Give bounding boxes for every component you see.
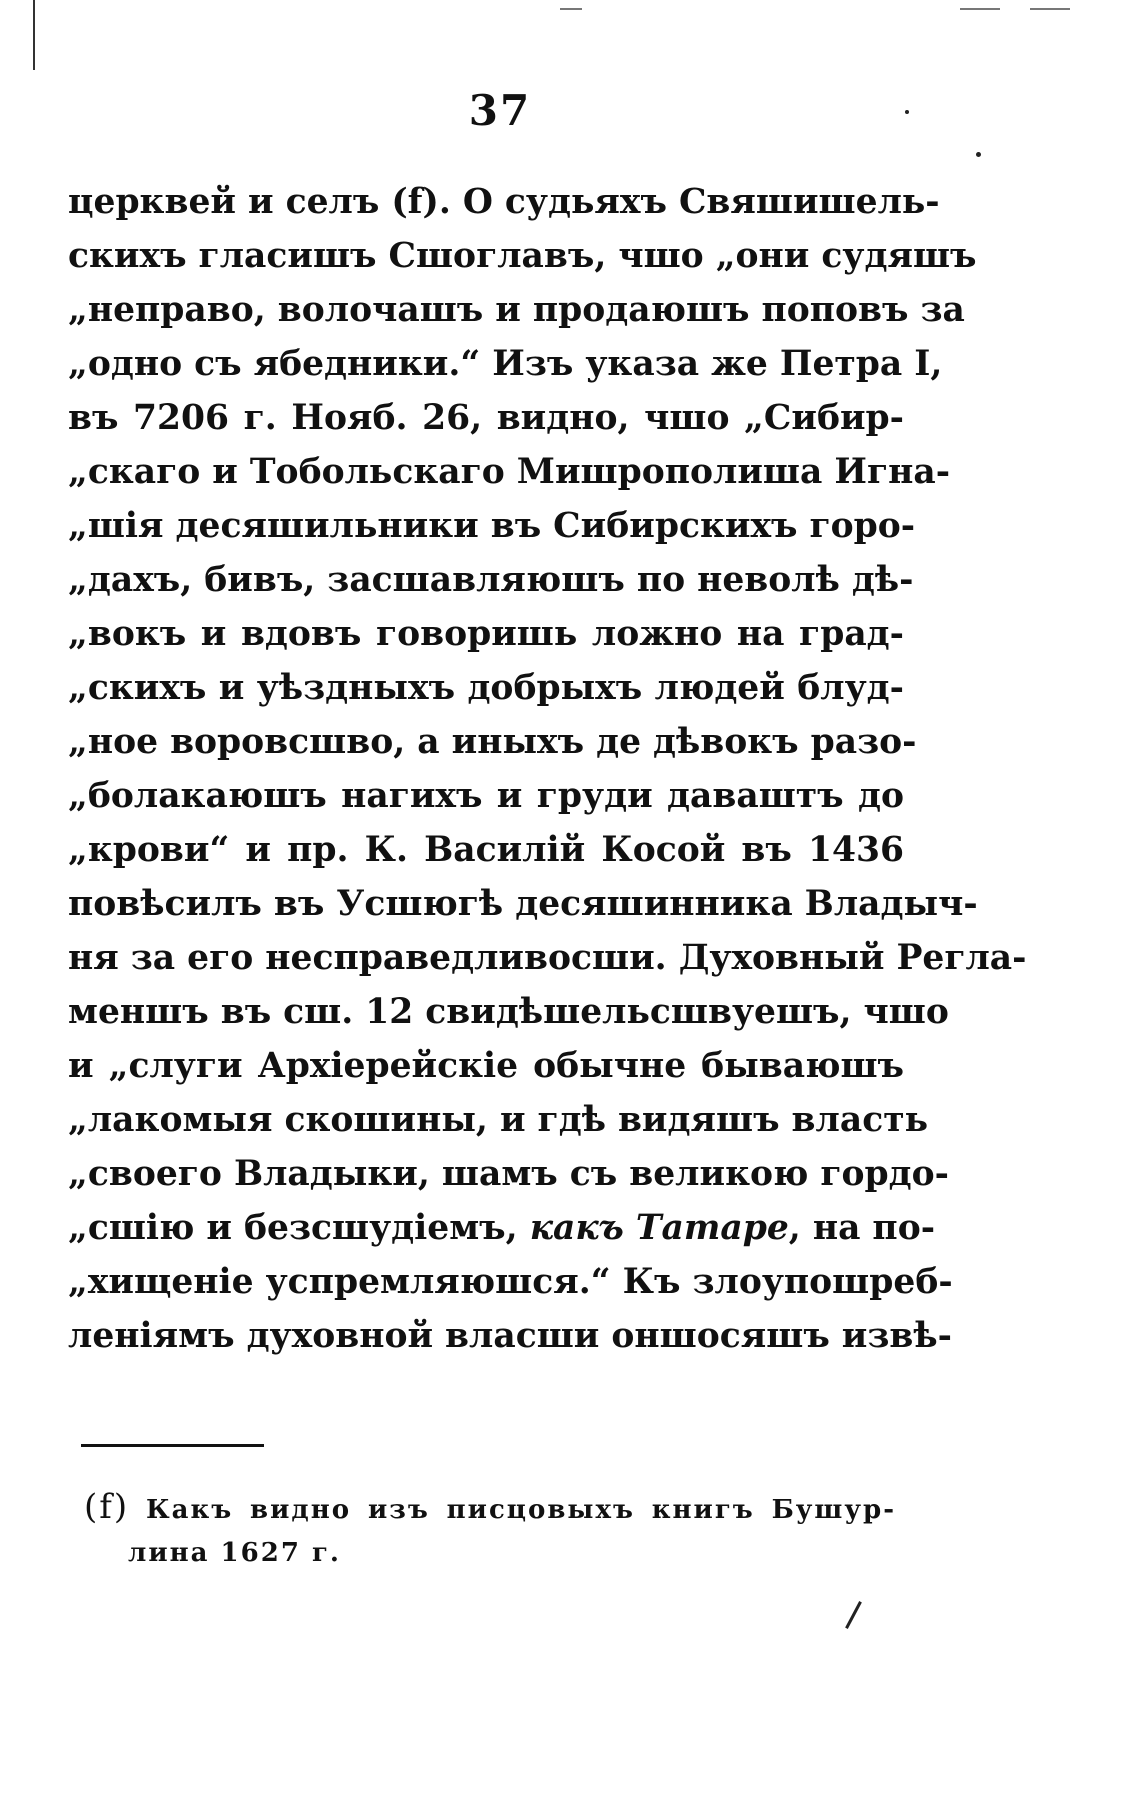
footnote-mark: (f) bbox=[84, 1487, 130, 1527]
footnote-rule bbox=[81, 1444, 264, 1447]
text-line: „крови“ и пр. К. Василій Косой въ 1436 bbox=[68, 830, 904, 870]
text-line-with-italic bbox=[68, 1201, 936, 1255]
text-line: ня за его несправедливосши. Духовный Регла- bbox=[68, 938, 1027, 978]
footnote-line: лина 1627 г. bbox=[128, 1538, 341, 1568]
text-line: „вокъ и вдовъ говоришь ложно на град- bbox=[68, 614, 904, 654]
footnote-text: Какъ видно изъ писцовыхъ книгъ Бушур- bbox=[145, 1495, 896, 1525]
scan-mark bbox=[960, 8, 1000, 10]
pen-mark bbox=[845, 1601, 862, 1629]
body-text bbox=[68, 175, 1027, 1363]
text-line: „болакаюшъ нагихъ и груди даваштъ до bbox=[68, 776, 904, 816]
text-line: „скихъ и уѣздныхъ добрыхъ людей блуд- bbox=[68, 668, 904, 708]
text-line: „лакомыя скошины, и гдѣ видяшъ власть bbox=[68, 1100, 929, 1140]
text-line: повѣсилъ въ Усшюгѣ десяшинника Владыч- bbox=[68, 884, 978, 924]
text-line: „ное воровсшво, а иныхъ де дѣвокъ разо- bbox=[68, 722, 917, 762]
scan-mark bbox=[560, 8, 582, 10]
text-line: „одно съ ябедники.“ Изъ указа же Петра I, bbox=[68, 344, 943, 384]
text-segment: „сшію и безсшудіемъ, bbox=[68, 1208, 530, 1248]
text-line: „скаго и Тобольскаго Мишрополиша Игна- bbox=[68, 452, 951, 492]
text-line: церквей и селъ (f). О судьяхъ Свяшишель- bbox=[68, 182, 940, 222]
text-line: „дахъ, бивъ, засшавляюшъ по неволѣ дѣ- bbox=[68, 560, 914, 600]
text-line: „шія десяшильники въ Сибирскихъ горо- bbox=[68, 506, 916, 546]
text-line: въ 7206 г. Нояб. 26, видно, чшо „Сибир- bbox=[68, 398, 904, 438]
italic-phrase: какъ Татаре bbox=[529, 1208, 789, 1248]
scan-speck bbox=[976, 152, 981, 157]
text-line: меншъ въ сш. 12 свидѣшельсшвуешъ, чшо bbox=[68, 992, 949, 1032]
text-line: „неправо, волочашъ и продаюшъ поповъ за bbox=[68, 290, 965, 330]
text-line: и „слуги Архіерейскіе обычне бываюшъ bbox=[68, 1046, 904, 1086]
text-segment: , на по- bbox=[788, 1208, 936, 1248]
scan-mark bbox=[1030, 8, 1070, 10]
page-number: 37 bbox=[468, 86, 532, 135]
scan-margin-line bbox=[33, 0, 35, 70]
footnote-line bbox=[84, 1484, 896, 1530]
text-line: „хищеніе успремляюшся.“ Къ злоупошреб- bbox=[68, 1262, 953, 1302]
text-line: скихъ гласишъ Сшоглавъ, чшо „они судяшъ bbox=[68, 236, 977, 276]
footnote bbox=[84, 1484, 896, 1576]
text-line: „своего Владыки, шамъ съ великою гордо- bbox=[68, 1154, 949, 1194]
text-line: леніямъ духовной власши оншосяшъ извѣ- bbox=[68, 1316, 952, 1356]
